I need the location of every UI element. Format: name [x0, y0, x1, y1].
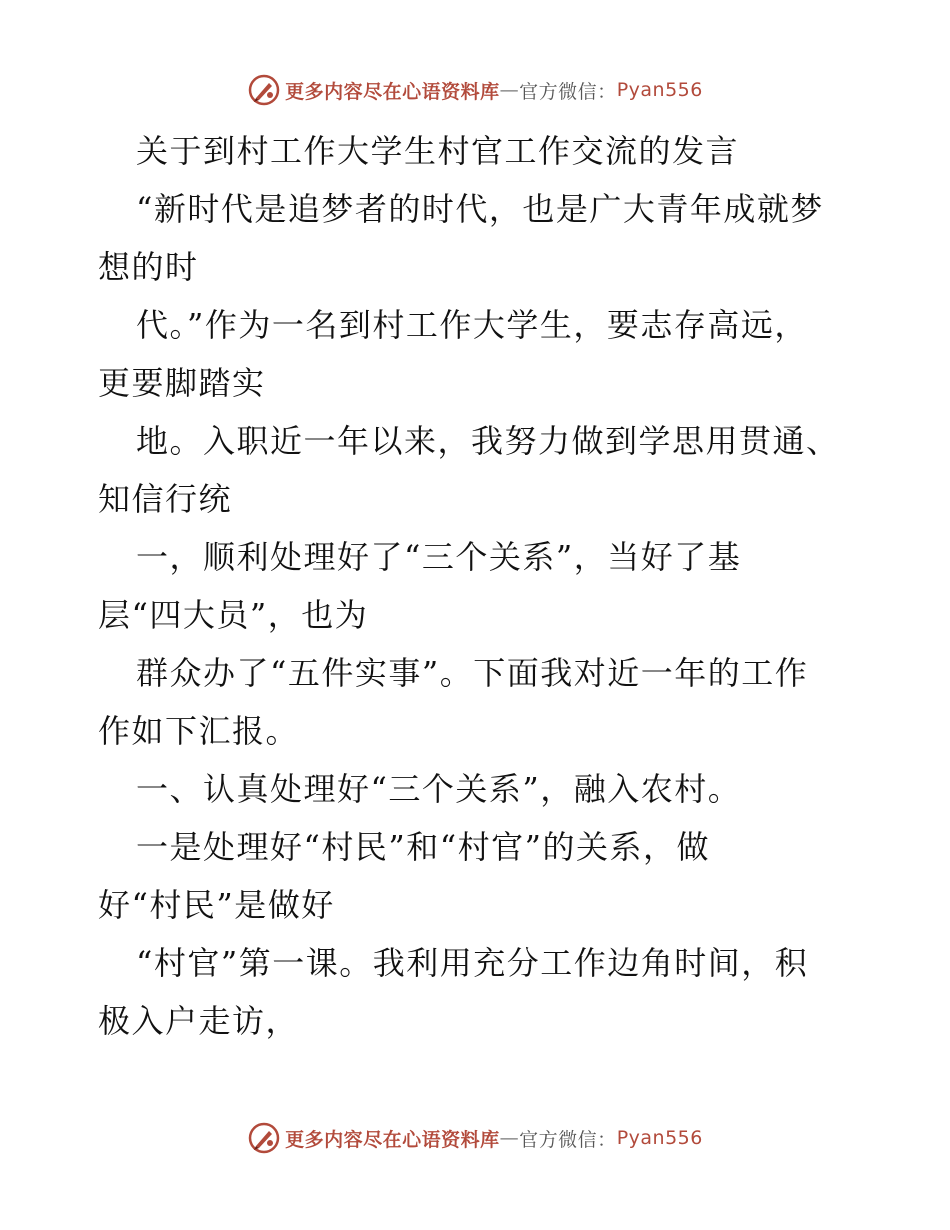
paragraph-line: 一是处理好“村民”和“村官”的关系，做 — [136, 828, 710, 866]
paragraph-line: 作如下汇报。 — [98, 712, 300, 750]
banner-title: 更多内容尽在心语资料库 — [285, 1128, 500, 1151]
paragraph-line: “新时代是追梦者的时代，也是广大青年成就梦 — [136, 190, 824, 228]
header-banner — [0, 70, 950, 110]
pen-logo-icon — [247, 73, 281, 107]
paragraph-line: 极入户走访， — [98, 1002, 300, 1040]
paragraph-line: 地。入职近一年以来，我努力做到学思用贯通、 — [136, 422, 840, 460]
paragraph-line: 想的时 — [98, 248, 199, 286]
banner-wechat-id: Pyan556 — [616, 1127, 703, 1149]
banner-wechat-label: 官方微信： — [519, 1128, 617, 1151]
banner-dash: — — [499, 79, 520, 101]
document-body — [98, 122, 858, 1050]
paragraph-line: 更要脚踏实 — [98, 364, 266, 402]
banner-dash: — — [499, 1127, 520, 1149]
paragraph-line: 一，顺利处理好了“三个关系”，当好了基 — [136, 538, 742, 576]
paragraph-line: 层“四大员”，也为 — [98, 596, 369, 634]
banner-title: 更多内容尽在心语资料库 — [285, 80, 500, 103]
paragraph-line: 代。”作为一名到村工作大学生，要志存高远， — [136, 306, 808, 344]
paragraph-line: 知信行统 — [98, 480, 233, 518]
document-title: 关于到村工作大学生村官工作交流的发言 — [136, 132, 740, 170]
banner-wechat-id: Pyan556 — [616, 79, 703, 101]
banner-wechat-label: 官方微信： — [519, 80, 617, 103]
paragraph-line: 群众办了“五件实事”。下面我对近一年的工作 — [136, 654, 809, 692]
paragraph-line: 好“村民”是做好 — [98, 886, 335, 924]
section-heading: 一、认真处理好“三个关系”，融入农村。 — [136, 770, 742, 808]
pen-logo-icon — [247, 1121, 281, 1155]
footer-banner — [0, 1118, 950, 1158]
paragraph-line: “村官”第一课。我利用充分工作边角时间，积 — [136, 944, 809, 982]
